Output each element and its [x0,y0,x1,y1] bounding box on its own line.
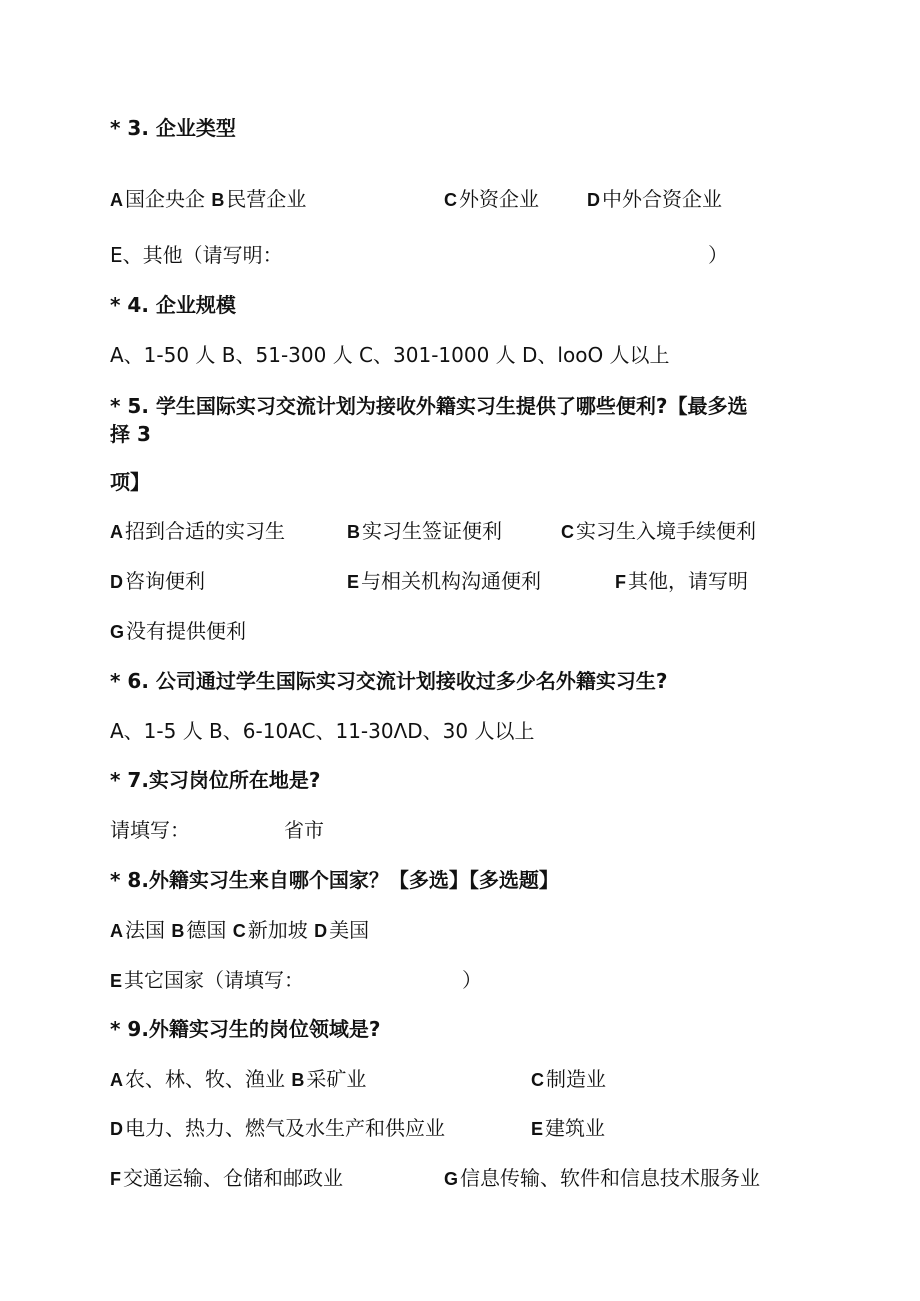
q5-title-line3: 项】 [110,470,150,494]
q5-option-g[interactable] [110,617,246,646]
q8-title: * 8.外籍实习生来自哪个国家？【多选】【多选题】 [110,868,559,892]
option-letter: C [531,1070,544,1090]
option-text: 采矿业 [306,1067,367,1091]
option-text: 实习生签证便利 [362,519,502,543]
q5-option-d[interactable] [110,567,205,596]
option-text: 法国 [125,918,165,942]
option-letter: A [110,1070,123,1090]
q3-title: * 3. 企业类型 [110,116,236,140]
option-letter: E [531,1119,544,1139]
q5-option-f[interactable] [615,567,748,596]
option-text: 其它国家（请填写： [124,968,305,992]
option-text: 国企央企 [125,187,205,211]
q8-option-e-other[interactable] [110,966,304,995]
option-letter: D [110,1119,123,1139]
option-text: E、其他（请写明： [110,243,283,267]
q5-option-e[interactable] [347,567,541,596]
q9-option-d[interactable] [110,1114,445,1143]
q4-options[interactable]: A、1-50 人 B、51-300 人 C、301-1000 人 D、looO 人以上 [110,343,670,367]
option-text: 没有提供便利 [126,619,247,643]
option-letter: F [110,1169,121,1189]
option-text: 新加坡 [247,918,308,942]
q3-option-e-other[interactable] [110,241,283,269]
option-text: 咨询便利 [125,569,205,593]
q5-option-c[interactable] [561,517,756,546]
q5-option-b[interactable] [347,517,502,546]
option-letter: E [347,572,360,592]
option-text: 农、林、牧、渔业 [125,1067,285,1091]
option-letter: B [291,1070,305,1090]
option-text: 美国 [329,918,370,942]
q7-fill-field[interactable]: 省市 [284,818,324,842]
option-letter: A [110,190,123,210]
option-letter: C [444,190,457,210]
q3-option-d[interactable] [587,185,722,214]
q8-other-close: ） [462,968,482,992]
q9-option-c[interactable] [531,1065,606,1094]
q7-title: * 7.实习岗位所在地是? [110,768,321,792]
option-letter: B [171,921,185,941]
option-letter: D [110,572,123,592]
q7-fill-label: 请填写： [110,818,190,842]
option-letter: B [347,522,360,542]
q6-options[interactable]: A、1-5 人 B、6-10AC、11-30ΛD、30 人以上 [110,719,535,743]
q5-option-a[interactable] [110,517,285,546]
q6-title: * 6. 公司通过学生国际实习交流计划接收过多少名外籍实习生? [110,669,668,693]
option-text: 中外合资企业 [602,187,722,211]
option-letter: G [444,1169,459,1189]
option-text: 实习生入境手续便利 [576,519,756,543]
q4-title: * 4. 企业规模 [110,293,236,317]
option-letter: A [110,522,123,542]
option-letter: D [314,921,328,941]
q8-options[interactable] [110,916,369,945]
q9-option-f[interactable] [110,1164,343,1193]
option-letter: E [110,971,123,991]
option-text: 与相关机构沟通便利 [361,569,542,593]
option-letter: B [211,190,225,210]
option-letter: F [615,572,626,592]
option-text: 招到合适的实习生 [125,519,285,543]
q3-option-c[interactable] [444,185,539,214]
q9-option-e[interactable] [531,1114,605,1143]
option-letter: G [110,622,125,642]
option-text: 交通运输、仓储和邮政业 [123,1166,343,1190]
option-text: 电力、热力、燃气及水生产和供应业 [125,1116,445,1140]
q9-option-g[interactable] [444,1164,760,1193]
option-text: 信息传输、软件和信息技术服务业 [460,1166,761,1190]
q9-option-a-b[interactable] [110,1065,366,1094]
option-text: 制造业 [546,1067,606,1091]
option-text: 民营企业 [226,187,307,211]
q3-other-close: ） [708,243,728,267]
q9-title: * 9.外籍实习生的岗位领域是? [110,1017,381,1041]
option-text: 外资企业 [459,187,539,211]
option-letter: D [587,190,600,210]
option-text: 德国 [186,918,227,942]
option-text: 建筑业 [545,1116,606,1140]
q3-option-a[interactable] [110,185,306,214]
option-letter: C [561,522,574,542]
option-letter: A [110,921,123,941]
q5-title-line2: 择 3 [110,422,151,446]
option-text: 其他，请写明 [628,569,748,593]
option-letter: C [232,921,246,941]
q5-title-line1: * 5. 学生国际实习交流计划为接收外籍实习生提供了哪些便利?【最多选 [110,394,748,418]
